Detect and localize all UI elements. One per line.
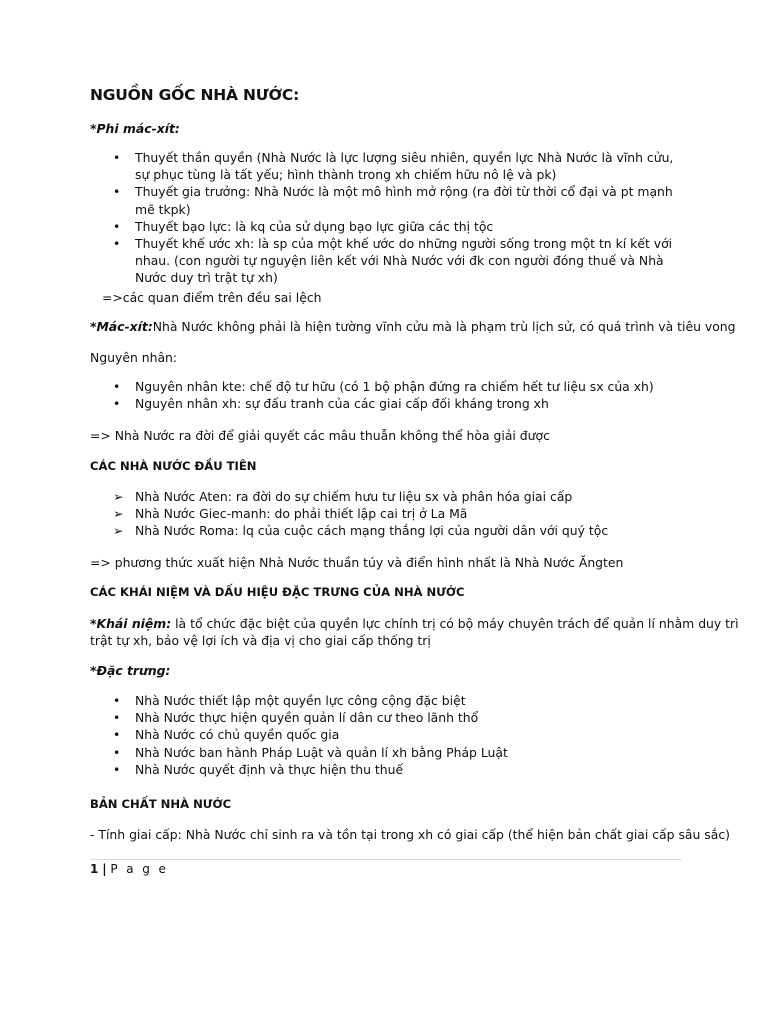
nature-heading: BẢN CHẤT NHÀ NƯỚC — [90, 797, 232, 811]
list-item: • Nhà Nước có chủ quyền quốc gia — [113, 727, 340, 743]
list-item: • Thuyết thần quyền (Nhà Nước là lực lượng siêu nhiên, quyền lực Nhà Nước là vĩnh cửu, sự phục tùng là tất yếu; hình thành trong xh chiếm hữu nô lệ và pk) — [113, 150, 674, 183]
bullet-icon: • — [113, 744, 121, 760]
list-item: • Thuyết gia trưởng: Nhà Nước là một mô hình mở rộng (ra đời từ thời cổ đại và pt mạnh mẽ tkpk) — [113, 184, 673, 217]
footer-divider — [90, 859, 682, 860]
phi-heading: *Phi mác-xít: — [90, 121, 180, 136]
list-item: • Nguyên nhân xh: sự đấu tranh của các giai cấp đối kháng trong xh — [113, 396, 549, 412]
first-states-list — [90, 488, 682, 540]
mac-label: *Mác-xít: — [90, 319, 153, 334]
list-item: • Nhà Nước thiết lập một quyền lực công cộng đặc biệt — [113, 693, 466, 708]
list-item: ➢ Nhà Nước Aten: ra đời do sự chiếm hưu tư liệu sx và phân hóa giai cấp — [113, 489, 573, 504]
bullet-icon: • — [113, 693, 121, 708]
cause-list — [90, 378, 682, 412]
bullet-icon: • — [113, 761, 121, 777]
list-item: • Nhà Nước ban hành Pháp Luật và quản lí xh bằng Pháp Luật — [113, 744, 508, 760]
page-label: P a g e — [110, 862, 169, 876]
first-states-heading: CÁC NHÀ NƯỚC ĐẦU TIÊN — [90, 459, 257, 473]
cause-heading: Nguyên nhân: — [90, 350, 178, 365]
bullet-icon: • — [113, 150, 121, 165]
list-item: • Thuyết bạo lực: là kq của sử dụng bạo lực giữa các thị tộc — [113, 218, 494, 234]
bullet-icon: • — [113, 218, 121, 234]
document-title: NGUỒN GỐC NHÀ NƯỚC: — [90, 86, 300, 104]
phi-list — [90, 149, 682, 287]
concept-paragraph-line1 — [90, 615, 739, 632]
footer-separator: | — [102, 862, 107, 876]
bullet-icon: • — [113, 710, 121, 726]
conclusion-1: =>các quan điểm trên đều sai lệch — [102, 290, 322, 305]
concept-label: *Khái niệm: — [90, 616, 172, 631]
list-item: • Thuyết khế ước xh: là sp của một khế ước do những người sống trong một tn kí kết với nhau. (con người tự nguyện liên kết với Nhà Nước với đk con người đóng thuế và Nhà Nước duy trì trật tự xh) — [113, 236, 673, 286]
list-item: • Nhà Nước quyết định và thực hiện thu thuế — [113, 761, 404, 777]
conclusion-2: => Nhà Nước ra đời để giải quyết các mâu thuẫn không thể hòa giải được — [90, 428, 550, 443]
mac-text: Nhà Nước không phải là hiện tường vĩnh cửu mà là phạm trù lịch sử, có quá trình và tiêu vong — [152, 319, 736, 334]
bullet-icon: • — [113, 727, 121, 743]
page-footer — [90, 862, 168, 876]
list-item: • Nguyên nhân kte: chế độ tư hữu (có 1 bộ phận đứng ra chiếm hết tư liệu sx của xh) — [113, 379, 654, 394]
bullet-icon: • — [113, 184, 121, 200]
mac-paragraph — [90, 318, 736, 335]
page-number: 1 — [90, 862, 99, 876]
concept-text: là tổ chức đặc biệt của quyền lực chính trị có bộ máy chuyên trách để quản lí nhằm duy trì — [171, 616, 739, 631]
concept-heading: CÁC KHÁI NIỆM VÀ DẤU HIỆU ĐẶC TRƯNG CỦA NHÀ NƯỚC — [90, 585, 465, 599]
bullet-icon: • — [113, 396, 121, 412]
conclusion-3: => phương thức xuất hiện Nhà Nước thuần túy và điển hình nhất là Nhà Nước Ăngten — [90, 555, 624, 570]
nature-paragraph: - Tính giai cấp: Nhà Nước chỉ sinh ra và tồn tại trong xh có giai cấp (thể hiện bản chất giai cấp sâu sắc) — [90, 827, 730, 842]
list-item: • Nhà Nước thực hiện quyền quản lí dân cư theo lãnh thổ — [113, 710, 479, 726]
list-item: ➢ Nhà Nước Giec-manh: do phải thiết lập cai trị ở La Mã — [113, 506, 468, 522]
concept-paragraph-line2: trật tự xh, bảo vệ lợi ích và địa vị cho giai cấp thống trị — [90, 633, 431, 648]
arrow-bullet-icon: ➢ — [113, 489, 124, 504]
bullet-icon: • — [113, 236, 121, 252]
arrow-bullet-icon: ➢ — [113, 523, 124, 539]
features-heading: *Đặc trưng: — [90, 663, 171, 678]
features-list — [90, 692, 682, 778]
arrow-bullet-icon: ➢ — [113, 506, 124, 522]
bullet-icon: • — [113, 379, 121, 394]
list-item: ➢ Nhà Nước Roma: lq của cuộc cách mạng thắng lợi của người dân với quý tộc — [113, 523, 609, 539]
